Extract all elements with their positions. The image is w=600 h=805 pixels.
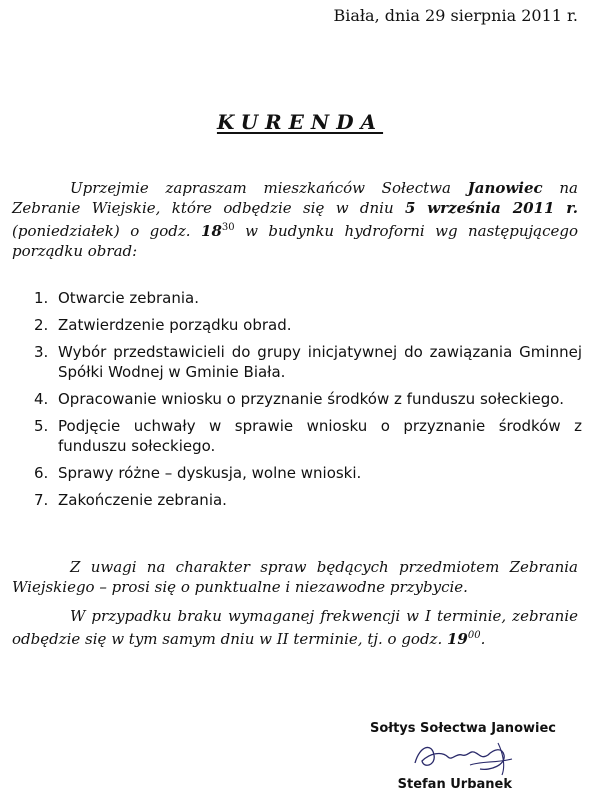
agenda-item-number: 6. — [34, 464, 49, 482]
punctuality-paragraph: Z uwagi na charakter spraw będących przedmiotem Zebrania Wiejskiego – prosi się o punktualne i niezawodne przybycie. — [12, 558, 578, 596]
meeting-date: 5 września 2011 r. — [404, 199, 578, 217]
signatory-title: Sołtys Sołectwa Janowiec — [369, 721, 556, 736]
agenda-item-text: Otwarcie zebrania. — [58, 289, 200, 307]
agenda-item-number: 7. — [34, 491, 49, 509]
second-term-text: W przypadku braku wymaganej frekwencji w I terminie, zebranie odbędzie się w tym samym dniu w II terminie, tj. o godz. — [12, 607, 578, 648]
handwritten-signature — [410, 735, 520, 780]
agenda-item-text: Sprawy różne – dyskusja, wolne wnioski. — [58, 464, 362, 482]
intro-text-3: (poniedziałek) o godz. — [12, 222, 202, 240]
village-name: Janowiec — [467, 179, 543, 197]
meeting-minutes: 30 — [221, 222, 235, 233]
document-date: Biała, dnia 29 sierpnia 2011 r. — [333, 6, 578, 25]
agenda-item — [34, 416, 582, 456]
agenda-item-text: Opracowanie wniosku o przyznanie środków z funduszu sołeckiego. — [58, 390, 564, 408]
agenda-item-text: Zatwierdzenie porządku obrad. — [58, 316, 292, 334]
agenda-item-number: 5. — [34, 417, 49, 435]
signatory-name: Stefan Urbanek — [397, 777, 512, 792]
intro-text-4: w budynku hydroforni wg następującego porządku obrad: — [12, 222, 578, 260]
agenda-item-number: 4. — [34, 390, 49, 408]
agenda-item-text: Podjęcie uchwały w sprawie wniosku o przyznanie środków z funduszu sołeckiego. — [58, 417, 582, 455]
second-term-hour: 19 — [447, 630, 468, 648]
agenda-item — [34, 288, 582, 308]
second-term-minutes: 00 — [467, 630, 481, 641]
second-term-end: . — [480, 630, 486, 648]
intro-paragraph — [12, 178, 578, 261]
document-title: KURENDA — [216, 110, 384, 134]
agenda-item-text: Wybór przedstawicieli do grupy inicjatywnej do zawiązania Gminnej Spółki Wodnej w Gminie Biała. — [58, 343, 582, 381]
meeting-hour: 18 — [201, 222, 222, 240]
second-term-paragraph — [12, 606, 578, 649]
agenda-item-number: 1. — [34, 289, 49, 307]
intro-text-1: Uprzejmie zapraszam mieszkańców Sołectwa — [70, 179, 468, 197]
agenda-item — [34, 315, 582, 335]
agenda-item — [34, 342, 582, 382]
agenda-item — [34, 463, 582, 483]
agenda-item-text: Zakończenie zebrania. — [58, 491, 227, 509]
agenda-item — [34, 389, 582, 409]
agenda-item-number: 2. — [34, 316, 49, 334]
agenda-item — [34, 490, 582, 510]
intro-text-2: na Zebranie Wiejskie, które odbędzie się w dniu — [12, 179, 578, 217]
agenda-item-number: 3. — [34, 343, 49, 361]
agenda-list — [34, 288, 582, 517]
